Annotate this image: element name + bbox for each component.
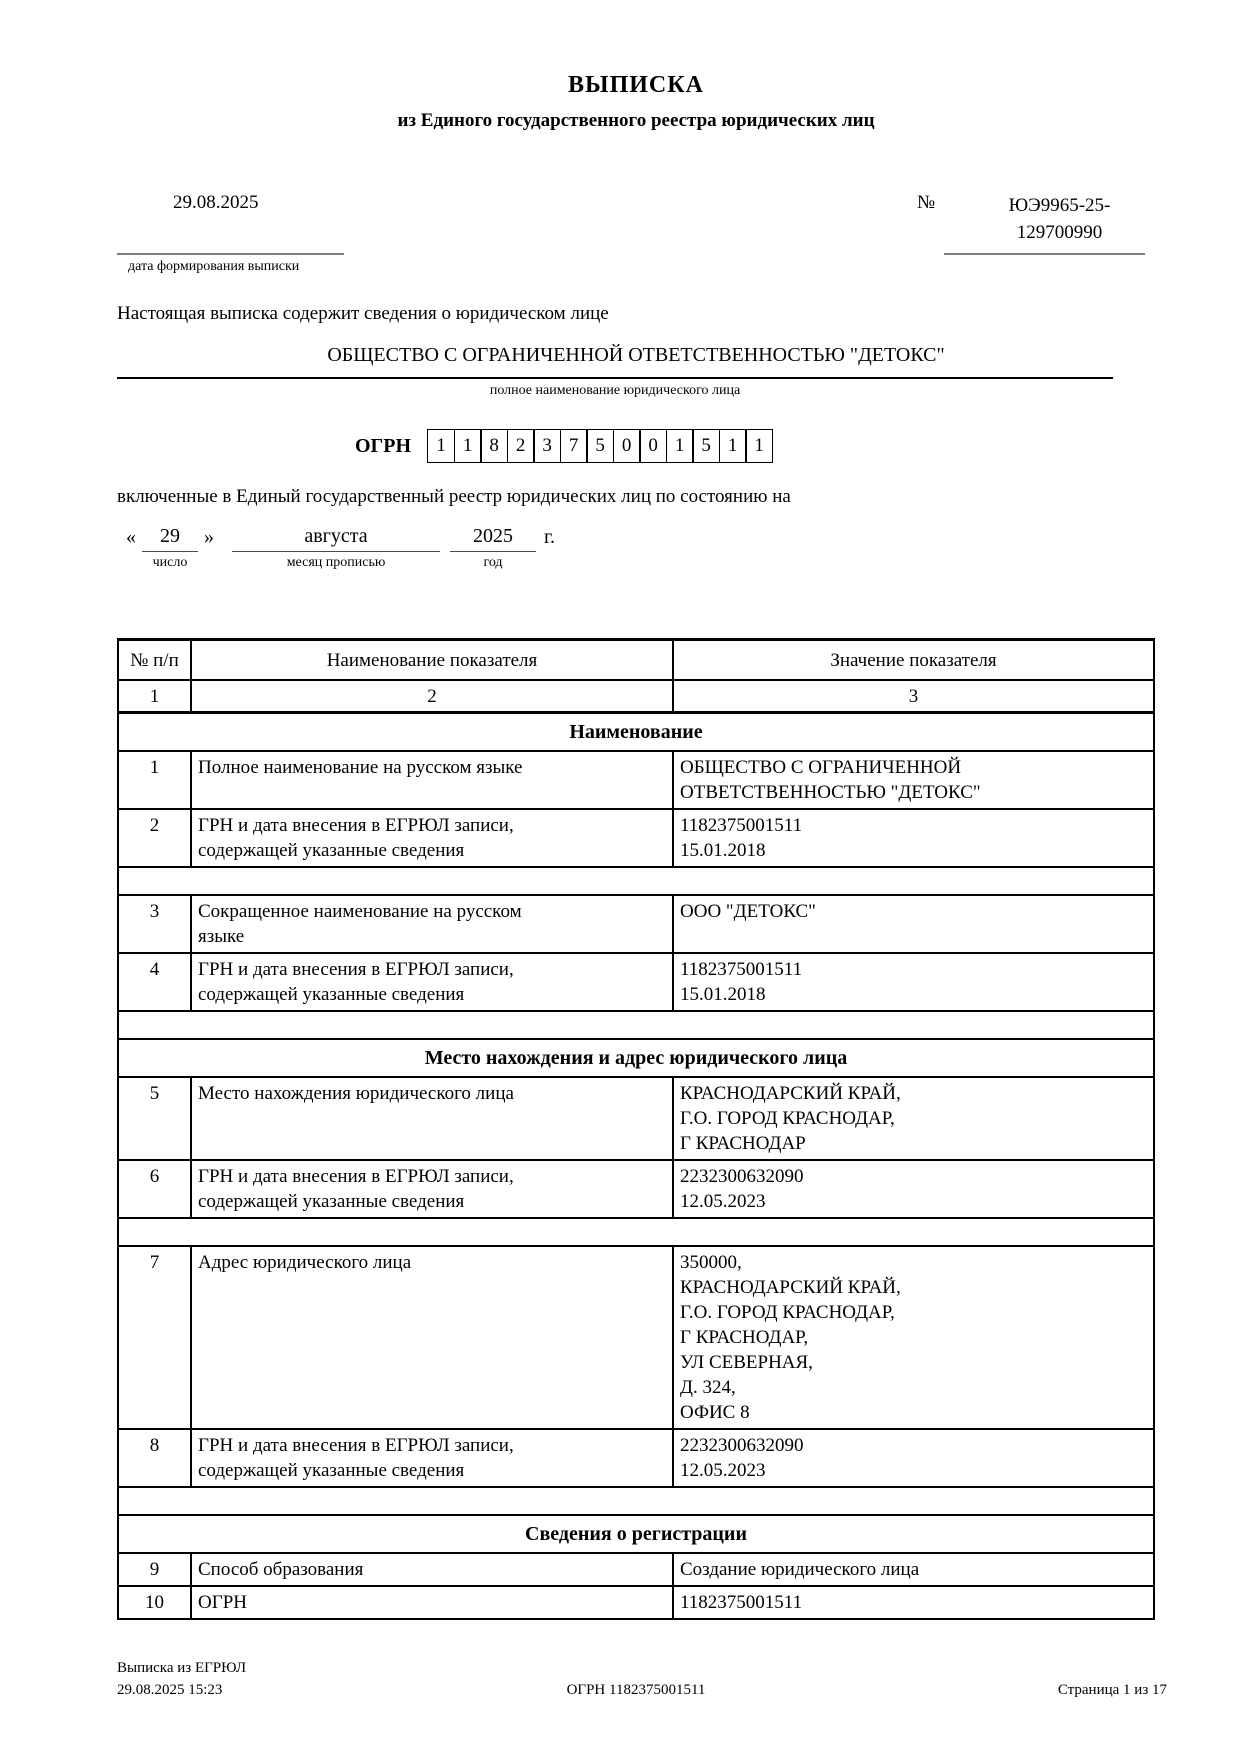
cell-line: Г.О. ГОРОД КРАСНОДАР, — [680, 1302, 895, 1323]
cell-line: ГРН и дата внесения в ЕГРЮЛ записи, — [198, 815, 514, 836]
cell-line: Г.О. ГОРОД КРАСНОДАР, — [680, 1108, 895, 1129]
spacer-cell — [118, 1011, 1154, 1039]
ogrn-digit-box: 1 — [427, 429, 455, 463]
cell-line: 1182375001511 — [680, 815, 803, 836]
document-content — [117, 0, 1167, 1755]
indicator-name-cell — [191, 1586, 673, 1619]
document-number-line1: ЮЭ9965-25- — [1008, 195, 1111, 216]
cell-line: Адрес юридического лица — [198, 1252, 412, 1273]
cell-line: Г КРАСНОДАР — [680, 1133, 806, 1154]
document-number-line2: 129700990 — [1016, 222, 1103, 243]
day-label: число — [152, 555, 188, 570]
row-number-cell: 9 — [118, 1553, 191, 1586]
indicator-value-cell — [673, 895, 1154, 953]
spacer-cell — [118, 867, 1154, 895]
table-row — [118, 895, 1154, 953]
table-row — [118, 1246, 1154, 1429]
cell-line: Сокращенное наименование на русском — [198, 901, 522, 922]
spacer-cell — [118, 1487, 1154, 1515]
registry-table — [117, 638, 1155, 1620]
cell-line: 15.01.2018 — [680, 840, 766, 861]
formation-date: 29.08.2025 — [173, 192, 259, 213]
document-number-underline — [944, 253, 1145, 255]
table-row — [118, 809, 1154, 867]
year-field — [450, 522, 536, 571]
indicator-value-cell — [673, 1553, 1154, 1586]
indicator-value-cell — [673, 1246, 1154, 1429]
cell-line: ОФИС 8 — [680, 1402, 750, 1423]
year-value: 2025 — [450, 522, 536, 552]
cell-line: содержащей указанные сведения — [198, 840, 465, 861]
ogrn-row — [355, 429, 773, 463]
indicator-value-cell — [673, 1160, 1154, 1218]
cell-line: Г КРАСНОДАР, — [680, 1327, 809, 1348]
spacer-row — [118, 1487, 1154, 1515]
table-row — [118, 1553, 1154, 1586]
cell-line: содержащей указанные сведения — [198, 1191, 465, 1212]
section-header: Наименование — [118, 713, 1154, 752]
row-number-cell: 4 — [118, 953, 191, 1011]
cell-line: ОГРН — [198, 1592, 247, 1613]
footer-doc-type: Выписка из ЕГРЮЛ — [117, 1660, 246, 1676]
indicator-value-cell — [673, 751, 1154, 809]
cell-line: Д. 324, — [680, 1377, 736, 1398]
formation-date-label: дата формирования выписки — [128, 259, 300, 274]
indicator-name-cell — [191, 1553, 673, 1586]
indicator-name-cell — [191, 895, 673, 953]
indicator-value-cell — [673, 1077, 1154, 1160]
cell-line: КРАСНОДАРСКИЙ КРАЙ, — [680, 1083, 901, 1104]
cell-line: 2232300632090 — [680, 1435, 804, 1456]
number-sign: № — [917, 192, 936, 213]
row-number-cell: 6 — [118, 1160, 191, 1218]
ogrn-digit-box: 7 — [560, 429, 588, 463]
cell-line: ОТВЕТСТВЕННОСТЬЮ "ДЕТОКС" — [680, 782, 981, 803]
indicator-value-cell — [673, 809, 1154, 867]
spacer-cell — [118, 1218, 1154, 1246]
section-row — [118, 713, 1154, 752]
cell-line: языке — [198, 926, 245, 947]
indicator-name-cell — [191, 809, 673, 867]
open-quote: « — [126, 526, 136, 548]
table-column-numbers-row — [118, 680, 1154, 713]
cell-line: Место нахождения юридического лица — [198, 1083, 514, 1104]
spacer-row — [118, 1011, 1154, 1039]
company-name: ОБЩЕСТВО С ОГРАНИЧЕННОЙ ОТВЕТСТВЕННОСТЬЮ "ДЕТОКС" — [327, 344, 945, 366]
indicator-name-cell — [191, 1160, 673, 1218]
spacer-row — [118, 867, 1154, 895]
cell-line: ОБЩЕСТВО С ОГРАНИЧЕННОЙ — [680, 757, 962, 778]
day-field — [142, 522, 198, 571]
cell-line: 12.05.2023 — [680, 1191, 766, 1212]
ogrn-digit-box: 3 — [533, 429, 561, 463]
cell-line: 15.01.2018 — [680, 984, 766, 1005]
footer-page-number: Страница 1 из 17 — [1057, 1682, 1167, 1698]
table-row — [118, 1077, 1154, 1160]
footer-ogrn: ОГРН 1182375001511 — [566, 1682, 706, 1698]
cell-line: 1182375001511 — [680, 959, 803, 980]
month-value: августа — [232, 522, 440, 552]
document-subtitle: из Единого государственного реестра юридических лиц — [397, 110, 875, 131]
ogrn-digit-box: 5 — [692, 429, 720, 463]
col-number-3: 3 — [673, 680, 1154, 713]
cell-line: 12.05.2023 — [680, 1460, 766, 1481]
table-row — [118, 751, 1154, 809]
row-number-cell: 7 — [118, 1246, 191, 1429]
cell-line: Способ образования — [198, 1559, 364, 1580]
col-number-2: 2 — [191, 680, 673, 713]
indicator-value-cell — [673, 1429, 1154, 1487]
ogrn-digit-box: 0 — [613, 429, 641, 463]
indicator-value-cell — [673, 1586, 1154, 1619]
section-row — [118, 1039, 1154, 1077]
col-number-1: 1 — [118, 680, 191, 713]
company-name-underline — [117, 377, 1113, 379]
day-value: 29 — [142, 522, 198, 552]
table-header-row — [118, 640, 1154, 681]
cell-line: 2232300632090 — [680, 1166, 804, 1187]
ogrn-digit-box: 8 — [480, 429, 508, 463]
table-row — [118, 1160, 1154, 1218]
cell-line: содержащей указанные сведения — [198, 984, 465, 1005]
year-label: год — [483, 555, 503, 570]
indicator-name-cell — [191, 1246, 673, 1429]
company-name-label: полное наименование юридического лица — [489, 383, 741, 398]
cell-line: 1182375001511 — [680, 1592, 803, 1613]
col-header-num: № п/п — [118, 640, 191, 681]
year-suffix: г. — [544, 526, 555, 548]
cell-line: 350000, — [680, 1252, 742, 1273]
spacer-row — [118, 1218, 1154, 1246]
section-header: Сведения о регистрации — [118, 1515, 1154, 1553]
cell-line: ГРН и дата внесения в ЕГРЮЛ записи, — [198, 959, 514, 980]
as-of-date — [120, 522, 555, 571]
row-number-cell: 8 — [118, 1429, 191, 1487]
footer-timestamp: 29.08.2025 15:23 — [117, 1682, 223, 1698]
row-number-cell: 10 — [118, 1586, 191, 1619]
indicator-name-cell — [191, 1429, 673, 1487]
indicator-value-cell — [673, 953, 1154, 1011]
cell-line: Создание юридического лица — [680, 1559, 920, 1580]
ogrn-digit-box: 1 — [719, 429, 747, 463]
row-number-cell: 2 — [118, 809, 191, 867]
table-row — [118, 1586, 1154, 1619]
table-row — [118, 1429, 1154, 1487]
col-header-indicator-name: Наименование показателя — [191, 640, 673, 681]
intro-statement: Настоящая выписка содержит сведения о юридическом лице — [117, 303, 609, 324]
section-row — [118, 1515, 1154, 1553]
ogrn-digit-boxes — [427, 429, 773, 463]
formation-date-underline — [117, 253, 344, 255]
month-field — [232, 522, 440, 571]
document-title: ВЫПИСКА — [568, 72, 704, 98]
row-number-cell: 3 — [118, 895, 191, 953]
ogrn-digit-box: 0 — [639, 429, 667, 463]
ogrn-digit-box: 1 — [745, 429, 773, 463]
row-number-cell: 5 — [118, 1077, 191, 1160]
cell-line: КРАСНОДАРСКИЙ КРАЙ, — [680, 1277, 901, 1298]
indicator-name-cell — [191, 1077, 673, 1160]
table-row — [118, 953, 1154, 1011]
ogrn-digit-box: 2 — [507, 429, 535, 463]
cell-line: содержащей указанные сведения — [198, 1460, 465, 1481]
included-statement: включенные в Единый государственный реестр юридических лиц по состоянию на — [117, 486, 791, 507]
document-number — [962, 192, 1157, 246]
row-number-cell: 1 — [118, 751, 191, 809]
month-label: месяц прописью — [286, 555, 386, 570]
col-header-indicator-value: Значение показателя — [673, 640, 1154, 681]
cell-line: УЛ СЕВЕРНАЯ, — [680, 1352, 813, 1373]
cell-line: ГРН и дата внесения в ЕГРЮЛ записи, — [198, 1435, 514, 1456]
section-header: Место нахождения и адрес юридического лица — [118, 1039, 1154, 1077]
ogrn-digit-box: 1 — [666, 429, 694, 463]
indicator-name-cell — [191, 751, 673, 809]
cell-line: ГРН и дата внесения в ЕГРЮЛ записи, — [198, 1166, 514, 1187]
close-quote: » — [204, 526, 214, 548]
indicator-name-cell — [191, 953, 673, 1011]
ogrn-digit-box: 5 — [586, 429, 614, 463]
cell-line: ООО "ДЕТОКС" — [680, 901, 816, 922]
ogrn-label: ОГРН — [355, 434, 412, 457]
ogrn-digit-box: 1 — [454, 429, 482, 463]
cell-line: Полное наименование на русском языке — [198, 757, 523, 778]
